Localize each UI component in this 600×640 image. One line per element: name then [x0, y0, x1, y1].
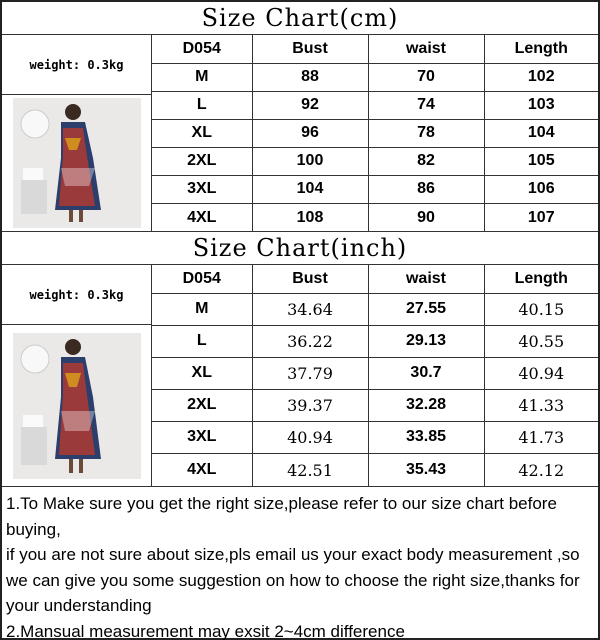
waist-cell: 35.43	[368, 453, 484, 487]
bust-cell: 34.64	[252, 293, 368, 325]
size-cell: 3XL	[152, 175, 252, 203]
table-row	[152, 389, 598, 421]
table-row	[152, 203, 598, 232]
table-row	[152, 293, 598, 325]
waist-cell: 29.13	[368, 325, 484, 357]
header-waist: waist	[368, 265, 484, 293]
inch-chart-title: Size Chart(inch)	[2, 232, 598, 265]
waist-cell: 86	[368, 175, 484, 203]
inch-left-column	[2, 265, 152, 486]
table-row	[152, 453, 598, 487]
size-cell: XL	[152, 119, 252, 147]
size-cell: 4XL	[152, 453, 252, 487]
length-cell: 42.12	[518, 460, 565, 480]
bust-cell: 108	[252, 203, 368, 232]
size-cell: M	[152, 63, 252, 91]
size-cell: L	[152, 91, 252, 119]
header-length: Length	[484, 265, 598, 293]
bust-cell: 37.79	[252, 357, 368, 389]
length-cell: 40.15	[484, 293, 598, 325]
inch-size-table	[152, 265, 598, 487]
waist-cell: 27.55	[368, 293, 484, 325]
length-cell: 106	[484, 175, 598, 203]
waist-cell: 90	[368, 203, 484, 232]
length-cell: 102	[484, 63, 598, 91]
inch-weight-label: weight: 0.3kg	[2, 265, 151, 325]
bust-cell: 40.94	[252, 421, 368, 453]
bust-cell: 96	[252, 119, 368, 147]
table-row	[152, 91, 598, 119]
size-cell: 2XL	[152, 147, 252, 175]
cm-chart-title: Size Chart(cm)	[2, 2, 598, 35]
inch-photo-cell	[2, 325, 151, 486]
size-cell: L	[152, 325, 252, 357]
inch-chart	[2, 265, 598, 487]
table-row	[152, 175, 598, 203]
length-cell: 104	[484, 119, 598, 147]
waist-cell: 78	[368, 119, 484, 147]
size-notes	[2, 487, 598, 640]
header-style: D054	[152, 35, 252, 63]
length-cell: 103	[484, 91, 598, 119]
length-cell: 105	[484, 147, 598, 175]
table-row	[152, 325, 598, 357]
note-line-2: if you are not sure about size,pls email us your exact body measurement ,so we can give you some suggestion on how to choose the right size,thanks for your understanding	[6, 545, 580, 615]
length-cell: 41.33	[484, 389, 598, 421]
size-cell: M	[152, 293, 252, 325]
cm-chart	[2, 35, 598, 232]
product-photo	[13, 333, 141, 479]
length-cell: 107	[527, 208, 555, 226]
bust-cell: 92	[252, 91, 368, 119]
header-style: D054	[152, 265, 252, 293]
note-line-3: 2.Mansual measurement may exsit 2~4cm difference	[6, 621, 405, 640]
table-row	[152, 357, 598, 389]
waist-cell: 70	[368, 63, 484, 91]
cm-photo-cell	[2, 95, 151, 231]
cm-size-table	[152, 35, 598, 232]
note-line-1: 1.To Make sure you get the right size,please refer to our size chart before buying,	[6, 494, 557, 539]
size-cell: 2XL	[152, 389, 252, 421]
table-row	[152, 421, 598, 453]
header-bust: Bust	[252, 265, 368, 293]
length-cell: 40.94	[484, 357, 598, 389]
waist-cell: 32.28	[368, 389, 484, 421]
header-waist: waist	[368, 35, 484, 63]
product-photo	[13, 98, 141, 228]
bust-cell: 100	[252, 147, 368, 175]
header-bust: Bust	[252, 35, 368, 63]
table-row	[152, 147, 598, 175]
table-row	[152, 63, 598, 91]
length-cell: 41.73	[484, 421, 598, 453]
bust-cell: 104	[252, 175, 368, 203]
bust-cell: 88	[252, 63, 368, 91]
cm-weight-label: weight: 0.3kg	[2, 35, 151, 95]
waist-cell: 30.7	[368, 357, 484, 389]
bust-cell: 36.22	[252, 325, 368, 357]
size-cell: 3XL	[152, 421, 252, 453]
header-length: Length	[484, 35, 598, 63]
table-row	[152, 119, 598, 147]
size-cell: XL	[152, 357, 252, 389]
cm-header-row	[152, 35, 598, 63]
bust-cell: 39.37	[252, 389, 368, 421]
waist-cell: 33.85	[368, 421, 484, 453]
cm-left-column	[2, 35, 152, 231]
bust-cell: 42.51	[252, 453, 368, 487]
inch-header-row	[152, 265, 598, 293]
size-cell: 4XL	[152, 203, 252, 232]
length-cell: 40.55	[484, 325, 598, 357]
waist-cell: 82	[368, 147, 484, 175]
waist-cell: 74	[368, 91, 484, 119]
